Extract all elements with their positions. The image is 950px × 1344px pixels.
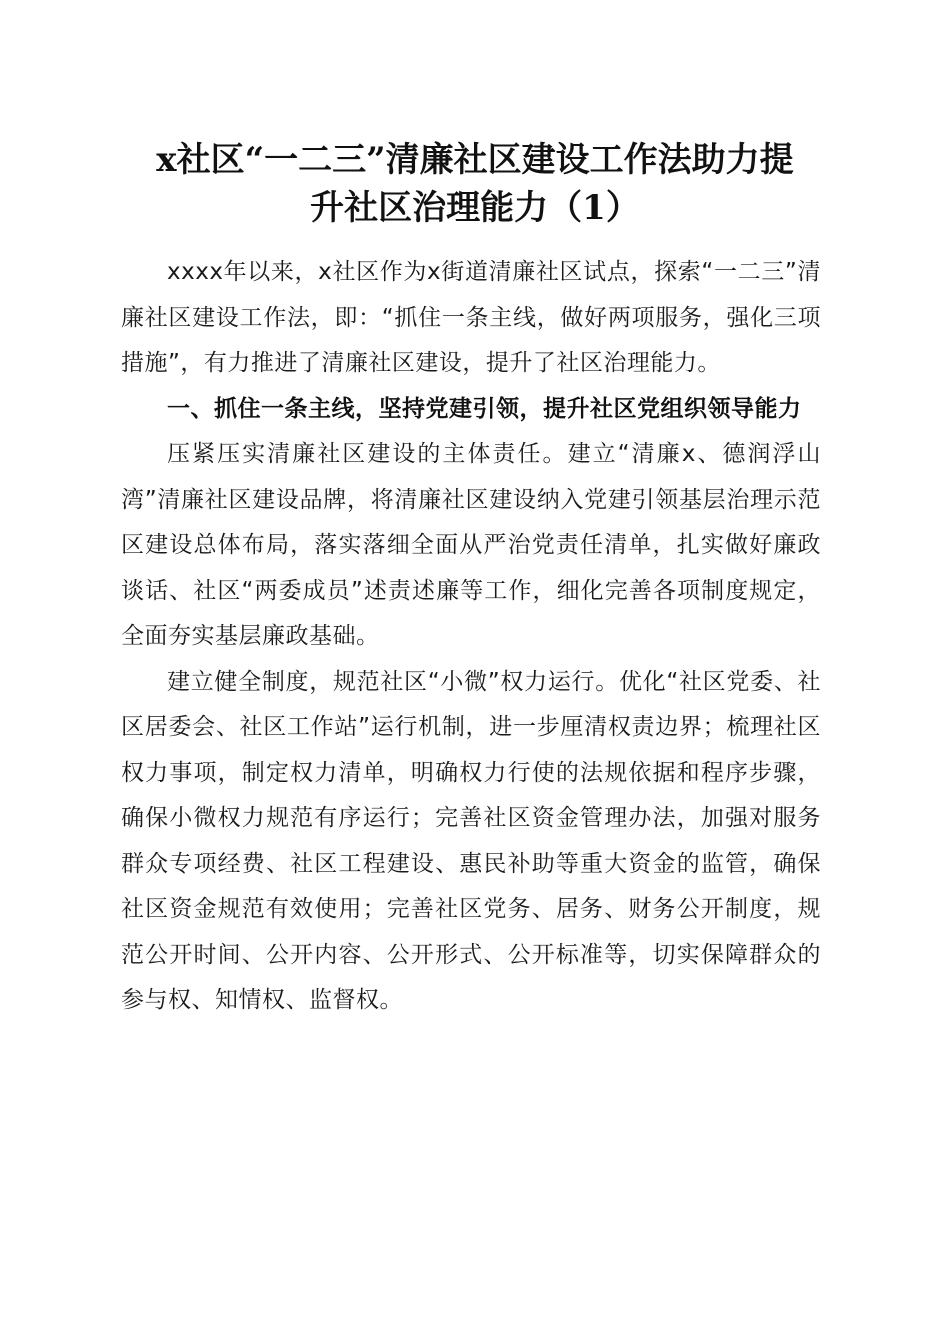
title-line-2: 升社区治理能力（1） — [310, 188, 640, 228]
title-line-1: x社区“一二三”清廉社区建设工作法助力提 — [156, 140, 794, 180]
intro-paragraph: xxxx年以来，x社区作为x街道清廉社区试点，探索“一二三”清廉社区建设工作法，即：“抓住一条主线，做好两项服务，强化三项措施”，有力推进了清廉社区建设，提升了社区治理能力。 — [121, 259, 821, 376]
document-title — [110, 136, 840, 232]
body-paragraph: 建立健全制度，规范社区“小微”权力运行。优化“社区党委、社区居委会、社区工作站”运行机制，进一步厘清权责边界；梳理社区权力事项，制定权力清单，明确权力行使的法规依据和程序步骤，确保小微权力规范有序运行；完善社区资金管理办法，加强对服务群众专项经费、社区工程建设、惠民补助等重大资金的监管，确保社区资金规范有效使用；完善社区党务、居务、财务公开制度，规范公开时间、公开内容、公开形式、公开标准等，切实保障群众的参与权、知情权、监督权。 — [121, 668, 821, 1013]
document-body — [121, 250, 821, 1024]
body-paragraph: 压紧压实清廉社区建设的主体责任。建立“清廉x、德润浮山湾”清廉社区建设品牌，将清廉社区建设纳入党建引领基层治理示范区建设总体布局，落实落细全面从严治党责任清单，扎实做好廉政谈话、社区“两委成员”述责述廉等工作，细化完善各项制度规定，全面夯实基层廉政基础。 — [121, 441, 821, 649]
section-heading-1: 一、抓住一条主线，坚持党建引领，提升社区党组织领导能力 — [167, 395, 802, 422]
